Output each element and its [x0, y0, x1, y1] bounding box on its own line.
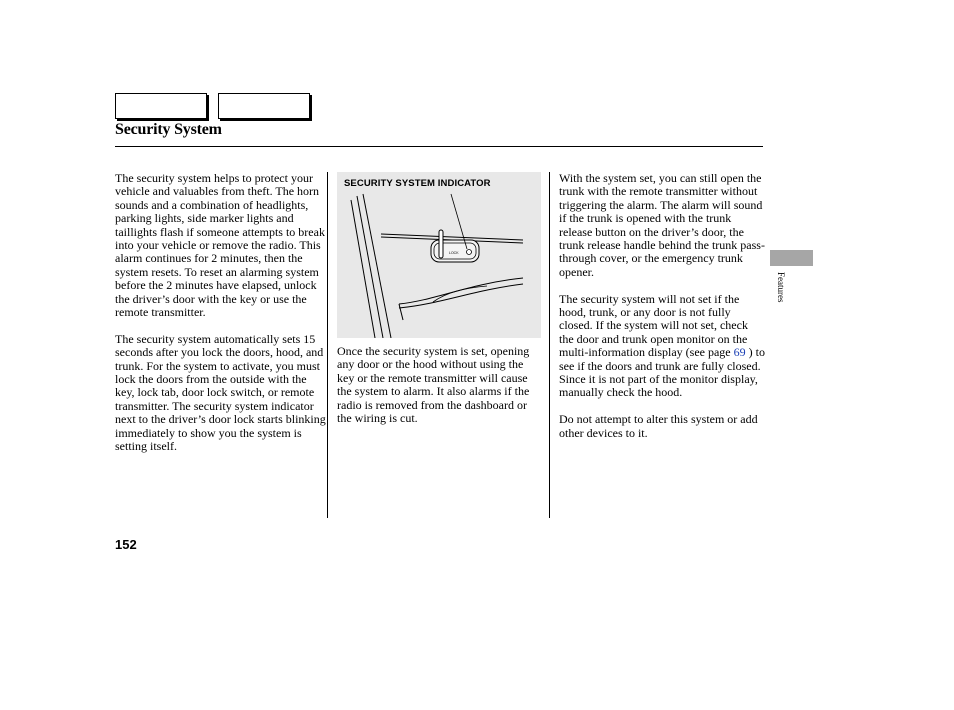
security-indicator-figure: [337, 172, 541, 338]
paragraph-trunk: With the system set, you can still open the trunk with the remote transmitter without triggering the alarm. The alarm will sound if the trunk is opened with the trunk release button on the driver’s door, the trunk release handle behind the trunk pass-through cover, or the emergency trunk opener.: [559, 171, 765, 279]
page-title: Security System: [115, 121, 222, 138]
column-divider-right: [549, 172, 550, 518]
door-illustration: [337, 172, 541, 338]
title-rule: [115, 146, 763, 147]
column-divider-left: [327, 172, 328, 518]
nav-button-next[interactable]: [218, 93, 310, 119]
page-number: 152: [115, 537, 137, 552]
paragraph-do-not-alter: Do not attempt to alter this system or add other devices to it.: [559, 412, 758, 440]
middle-column: [337, 345, 541, 439]
page-69-link[interactable]: 69: [733, 345, 746, 360]
paragraph-intro: The security system helps to protect your vehicle and valuables from theft. The horn sounds and a combination of headlights, parking lights, side marker lights and taillights flash if someone attempts to break into your vehicle or remove the radio. This alarm continues for 2 minutes, then the system resets. To reset an alarming system before the 2 minutes have elapsed, unlock the driver’s door with the key or use the remote transmitter.: [115, 171, 325, 320]
figure-caption: SECURITY SYSTEM INDICATOR: [344, 178, 491, 189]
paragraph-automatic-set: The security system automatically sets 15 seconds after you lock the doors, hood, and trunk. For the system to activate, you must lock the doors from the outside with the key, lock tab, door lock switch, or remote transmitter. The security system indicator next to the driver’s door lock starts blinking immediately to show you the system is setting itself.: [115, 331, 326, 454]
section-tab-marker: [770, 250, 813, 266]
svg-text:LOCK: LOCK: [449, 251, 459, 255]
paragraph-alarm-trigger: Once the security system is set, opening any door or the hood without using the key or the remote transmitter will cause the system to alarm. It also alarms if the radio is removed from the dashboard or the wiring is cut.: [337, 344, 530, 426]
nav-button-previous[interactable]: [115, 93, 207, 119]
paragraph-not-set: [559, 293, 765, 400]
left-column: [115, 172, 327, 467]
paragraph-not-set-text-1: The security system will not set if the hood, trunk, or any door is not fully closed. If the system will not set, check the door and trunk open monitor on the multi-information display (see page: [559, 291, 748, 360]
section-label: Features: [776, 272, 786, 303]
paragraph-not-set-text-2: ) to see if the doors and trunk are fully closed. Since it is not part of the monitor display, manually check the hood.: [559, 345, 765, 400]
right-column: [559, 172, 765, 453]
